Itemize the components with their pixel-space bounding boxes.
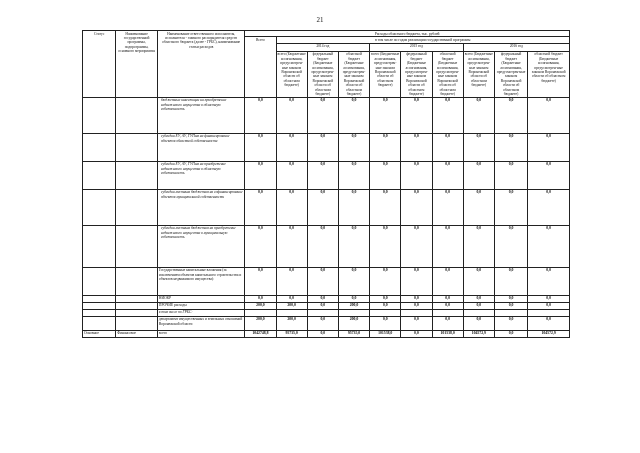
cell: 0,0	[528, 295, 570, 302]
cell: 0,0	[401, 302, 432, 309]
cell: 0,0	[370, 316, 401, 330]
row-name: субсидии местным бюджетам на софинансирование объектов муниципальной собственности	[157, 189, 244, 225]
cell: 0,0	[276, 189, 307, 225]
cell: 0,0	[432, 189, 463, 225]
page-number: 21	[316, 16, 324, 24]
cell: 0,0	[494, 133, 527, 161]
row-name: Государственные капитальные вложения (за исключением объектов капитального строительства и объектов недвижимого имущества):	[157, 267, 244, 295]
cell: 0,0	[307, 97, 338, 133]
table-row	[83, 316, 570, 330]
status-cell: Основное	[83, 330, 116, 337]
table-row	[83, 161, 570, 189]
cell: 0,0	[307, 225, 338, 267]
total-header: Всего	[245, 37, 276, 97]
cell	[276, 309, 307, 316]
status-cell	[83, 295, 116, 302]
cell: 0,0	[401, 330, 432, 337]
row-name: НИОКР	[157, 295, 244, 302]
cell: 0,0	[463, 161, 494, 189]
cell: 0,0	[494, 267, 527, 295]
by-year-header: в том числе по годам реализации государственной программы	[276, 37, 569, 43]
table-row	[83, 330, 570, 337]
cell: 0,0	[494, 295, 527, 302]
cell: 0,0	[370, 133, 401, 161]
cell: 0,0	[245, 133, 276, 161]
cell: 0,0	[494, 189, 527, 225]
cell: 0,0	[307, 189, 338, 225]
row-name: ПРОЧИЕ расходы	[157, 302, 244, 309]
cell: 0,0	[528, 133, 570, 161]
cell	[528, 309, 570, 316]
cell: 0,0	[401, 97, 432, 133]
cell: 0,0	[432, 302, 463, 309]
program-cell	[116, 189, 158, 225]
status-cell	[83, 316, 116, 330]
cell: 0,0	[401, 161, 432, 189]
cell: 0,0	[245, 97, 276, 133]
cell: 0,0	[463, 316, 494, 330]
cell: 0,0	[370, 97, 401, 133]
cell: 0,0	[463, 302, 494, 309]
cell: 0,0	[401, 133, 432, 161]
status-cell	[83, 161, 116, 189]
cell	[245, 309, 276, 316]
table-row	[83, 225, 570, 267]
cell	[307, 309, 338, 316]
cell: 0,0	[432, 97, 463, 133]
cell: 0,0	[370, 295, 401, 302]
executor-header: Наименование ответственного исполнителя, исполнителя - главного распорядителя средств областного бюджета (далее - ГРБС), наименование статьи расходов	[157, 31, 244, 98]
cell: 0,0	[245, 295, 276, 302]
federal-2015: федеральный бюджет (Бюджетные ассигнования, предусмотрен-ные законом Воронежской области об областном бюджете)	[401, 51, 432, 97]
status-cell	[83, 302, 116, 309]
federal-2014: федеральный бюджет (Бюджетные ассигнования, предусмотрен-ные законом Воронежской области об областном бюджете)	[307, 51, 338, 97]
row-name: субсидии ЕУ, АУ, ГУПам на финансирование объектов областной собственности	[157, 133, 244, 161]
cell	[370, 309, 401, 316]
row-name: бюджетные инвестиции на приобретение недвижимого имущества в областную собственность	[157, 97, 244, 133]
cell: 200,0	[245, 302, 276, 309]
cell: 0,0	[494, 302, 527, 309]
cell: 0,0	[494, 161, 527, 189]
cell: 0,0	[463, 133, 494, 161]
cell: 0,0	[307, 316, 338, 330]
program-cell	[116, 316, 158, 330]
program-header: Наименование государственной программы, подпрограммы, основного мероприятия	[116, 31, 158, 98]
table-row	[83, 309, 570, 316]
year-2016: 2016 год	[463, 43, 569, 51]
program-cell	[116, 161, 158, 189]
status-cell	[83, 309, 116, 316]
cell: 0,0	[528, 302, 570, 309]
table-row	[83, 302, 570, 309]
table-row	[83, 97, 570, 133]
program-cell	[116, 302, 158, 309]
cell: 0,0	[338, 97, 369, 133]
cell: 0,0	[276, 225, 307, 267]
status-cell	[83, 97, 116, 133]
cell: 0,0	[307, 267, 338, 295]
cell: 0,0	[307, 295, 338, 302]
cell: 200,0	[245, 316, 276, 330]
status-cell	[83, 267, 116, 295]
subtotal-2014: всего (Бюджетные ассигнования, предусмотрен-ные законом Воронежской области об областном бюджете)	[276, 51, 307, 97]
cell: 0,0	[307, 161, 338, 189]
subtotal-2016: всего (Бюджетные ассигнования, предусмотрен-ные законом Воронежской области об областном бюджете)	[463, 51, 494, 97]
cell: 0,0	[338, 189, 369, 225]
cell: 200,0	[338, 302, 369, 309]
status-cell	[83, 225, 116, 267]
program-cell	[116, 267, 158, 295]
program-cell	[116, 97, 158, 133]
cell: 0,0	[401, 225, 432, 267]
regional-2016: областной бюджет (Бюджетные ассигнования, предусмотрен-ные законом Воронежской области об областном бюджете)	[528, 51, 570, 97]
cell: 0,0	[528, 161, 570, 189]
program-cell	[116, 295, 158, 302]
subtotal-2015: всего (Бюджетные ассигнования, предусмотрен-ные законом Воронежской области об областном бюджете)	[370, 51, 401, 97]
table-row	[83, 133, 570, 161]
cell	[338, 309, 369, 316]
cell: 200,0	[276, 302, 307, 309]
cell: 0,0	[276, 97, 307, 133]
regional-2015: областной бюджет (Бюджетные ассигнования, предусмотрен-ные законом Воронежской области об областном бюджете)	[432, 51, 463, 97]
cell: 0,0	[245, 267, 276, 295]
cell: 0,0	[528, 316, 570, 330]
cell: 101538,0	[432, 330, 463, 337]
cell: 0,0	[463, 225, 494, 267]
cell: 1042748,8	[245, 330, 276, 337]
cell: 0,0	[338, 295, 369, 302]
row-name: департамент имущественных и земельных отношений Воронежской области	[157, 316, 244, 330]
expenses-header: Расходы областного бюджета, тыс. рублей	[245, 31, 570, 37]
cell: 0,0	[338, 267, 369, 295]
row-name: субсидии ЕУ, АУ, ГУПам на приобретение недвижимого имущества в областную собственность	[157, 161, 244, 189]
row-name: субсидии местным бюджетам на приобретение недвижимого имущества в муниципальную собственность	[157, 225, 244, 267]
cell: 95735,0	[276, 330, 307, 337]
cell: 0,0	[528, 97, 570, 133]
table-row	[83, 189, 570, 225]
cell: 0,0	[370, 267, 401, 295]
cell: 0,0	[276, 161, 307, 189]
cell: 0,0	[401, 316, 432, 330]
cell	[401, 309, 432, 316]
cell: 0,0	[370, 302, 401, 309]
cell: 0,0	[245, 225, 276, 267]
budget-table	[82, 30, 570, 338]
cell	[494, 309, 527, 316]
federal-2016: федеральный бюджет (Бюджетные ассигнования, предусмотрен-ные законом Воронежской области об областном бюджете)	[494, 51, 527, 97]
cell: 0,0	[307, 330, 338, 337]
cell: 0,0	[245, 161, 276, 189]
cell: 101538,0	[370, 330, 401, 337]
status-cell	[83, 133, 116, 161]
cell: 200,0	[338, 316, 369, 330]
cell: 0,0	[494, 97, 527, 133]
cell: 0,0	[463, 295, 494, 302]
cell: 200,0	[276, 316, 307, 330]
cell: 0,0	[432, 161, 463, 189]
cell: 0,0	[432, 316, 463, 330]
cell: 0,0	[463, 189, 494, 225]
program-cell: Финансовое	[116, 330, 158, 337]
table-row	[83, 295, 570, 302]
cell: 0,0	[432, 267, 463, 295]
year-2014: 2014 год	[276, 43, 370, 51]
cell: 0,0	[338, 225, 369, 267]
program-cell	[116, 133, 158, 161]
cell: 0,0	[494, 330, 527, 337]
cell: 0,0	[432, 133, 463, 161]
cell: 0,0	[338, 133, 369, 161]
cell: 0,0	[276, 295, 307, 302]
program-cell	[116, 309, 158, 316]
cell: 0,0	[307, 133, 338, 161]
cell: 0,0	[370, 161, 401, 189]
program-cell	[116, 225, 158, 267]
status-header: Статус	[83, 31, 116, 98]
cell	[463, 309, 494, 316]
cell	[432, 309, 463, 316]
cell: 0,0	[494, 316, 527, 330]
regional-2014: областной бюджет (Бюджетные ассигнования, предусмотрен-ные законом Воронежской области об областном бюджете)	[338, 51, 369, 97]
cell: 0,0	[338, 161, 369, 189]
cell: 0,0	[307, 302, 338, 309]
cell: 0,0	[401, 189, 432, 225]
cell: 0,0	[528, 189, 570, 225]
cell: 0,0	[528, 267, 570, 295]
cell: 0,0	[370, 225, 401, 267]
cell: 0,0	[463, 97, 494, 133]
cell: 0,0	[401, 295, 432, 302]
cell: 0,0	[276, 133, 307, 161]
cell: 0,0	[245, 189, 276, 225]
cell: 0,0	[528, 225, 570, 267]
cell: 0,0	[370, 189, 401, 225]
cell: 0,0	[432, 225, 463, 267]
year-2015: 2015 год	[370, 43, 464, 51]
cell: 0,0	[463, 267, 494, 295]
row-name: в том числе по ГРБС:	[157, 309, 244, 316]
table-row	[83, 267, 570, 295]
cell: 104572,9	[528, 330, 570, 337]
row-name: всего	[157, 330, 244, 337]
cell: 0,0	[401, 267, 432, 295]
cell: 95735,0	[338, 330, 369, 337]
cell: 0,0	[432, 295, 463, 302]
cell: 104572,9	[463, 330, 494, 337]
status-cell	[83, 189, 116, 225]
cell: 0,0	[494, 225, 527, 267]
cell: 0,0	[276, 267, 307, 295]
